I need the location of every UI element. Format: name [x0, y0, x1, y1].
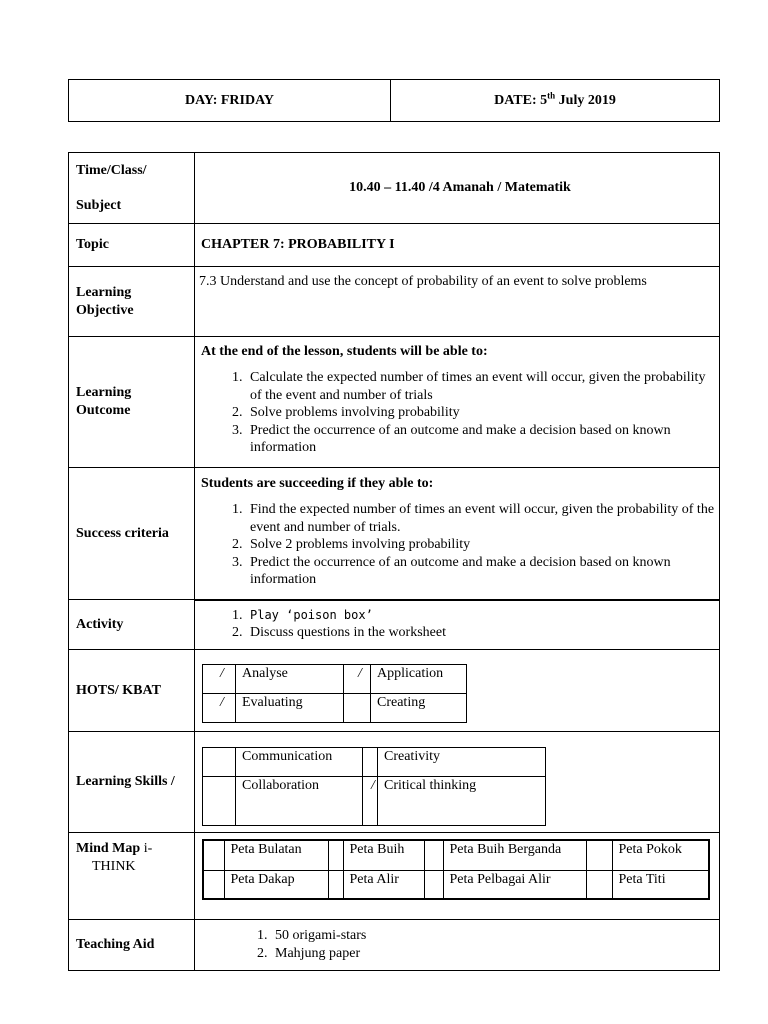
mindmap-check: [328, 840, 343, 870]
table-row: [69, 337, 720, 468]
mindmap-check: [424, 870, 443, 899]
table-row: [69, 920, 720, 971]
mindmap-cell: Peta Alir: [343, 870, 424, 899]
topic-value: CHAPTER 7: PROBABILITY I: [195, 224, 720, 267]
table-row: [203, 840, 709, 870]
check-mark: /: [203, 694, 236, 723]
list-item: 2. Solve 2 problems involving probability: [246, 536, 719, 554]
success-intro: Students are succeeding if they able to:: [201, 476, 434, 491]
outcome-label: Learning Outcome: [69, 337, 195, 468]
activity-value: [195, 600, 720, 650]
table-row: [69, 267, 720, 337]
mindmap-check: [586, 870, 612, 899]
table-row: [69, 833, 720, 920]
aid-list: [201, 927, 719, 962]
check-mark: [363, 748, 378, 777]
hots-value: [195, 650, 720, 732]
mindmap-check: [203, 840, 224, 870]
table-row: [69, 600, 720, 650]
list-item: 1. 50 origami-stars: [271, 927, 719, 945]
list-item: 3. Predict the occurrence of an outcome and make a decision based on known information: [246, 422, 719, 457]
skills-cell: Creativity: [378, 748, 546, 777]
mindmap-cell: Peta Bulatan: [224, 840, 328, 870]
list-item: 3. Predict the occurrence of an outcome and make a decision based on known information: [246, 554, 719, 589]
mindmap-cell: Peta Titi: [612, 870, 709, 899]
activity-list: [201, 607, 719, 642]
lesson-plan-table: [68, 152, 720, 971]
mindmap-cell: Peta Dakap: [224, 870, 328, 899]
mindmap-check: [203, 870, 224, 899]
mindmap-label: Mind Map i- THINK: [69, 833, 195, 920]
list-item: 2. Mahjung paper: [271, 945, 719, 963]
objective-value: 7.3 Understand and use the concept of probability of an event to solve problems: [195, 267, 720, 337]
check-mark: [344, 694, 371, 723]
check-mark: /: [363, 777, 378, 826]
hots-cell: Application: [371, 665, 467, 694]
hots-cell: Creating: [371, 694, 467, 723]
skills-table: [202, 747, 546, 826]
table-row: [203, 777, 546, 826]
aid-label: Teaching Aid: [69, 920, 195, 971]
hots-table: [202, 664, 467, 723]
outcome-intro: At the end of the lesson, students will be able to:: [201, 344, 488, 359]
objective-label: Learning Objective: [69, 267, 195, 337]
table-row: [69, 732, 720, 833]
day-text: DAY: FRIDAY: [184, 92, 275, 108]
table-row: [69, 224, 720, 267]
skills-cell: Critical thinking: [378, 777, 546, 826]
success-value: [195, 468, 720, 600]
skills-cell: Communication: [236, 748, 363, 777]
skills-value: [195, 732, 720, 833]
outcome-value: [195, 337, 720, 468]
list-item: 1. Find the expected number of times an event will occur, given the probability of the event and number of trials.: [246, 501, 719, 536]
time-label: Time/Class/ Subject: [69, 153, 195, 224]
topic-label: Topic: [69, 224, 195, 267]
header-box: [68, 79, 720, 122]
check-mark: [203, 777, 236, 826]
mindmap-cell: Peta Pokok: [612, 840, 709, 870]
check-mark: /: [203, 665, 236, 694]
mindmap-check: [328, 870, 343, 899]
table-row: [203, 870, 709, 899]
skills-label: Learning Skills /: [69, 732, 195, 833]
mindmap-table: [202, 839, 710, 900]
hots-cell: Analyse: [236, 665, 344, 694]
mindmap-cell: Peta Buih Berganda: [443, 840, 586, 870]
mindmap-cell: Peta Buih: [343, 840, 424, 870]
mindmap-check: [424, 840, 443, 870]
aid-value: [195, 920, 720, 971]
check-mark: [203, 748, 236, 777]
hots-cell: Evaluating: [236, 694, 344, 723]
outcome-list: [201, 369, 719, 457]
success-label: Success criteria: [69, 468, 195, 600]
mindmap-check: [586, 840, 612, 870]
activity-label: Activity: [69, 600, 195, 650]
table-row: [203, 665, 467, 694]
date-text: DATE: 5th July 2019: [494, 89, 616, 108]
check-mark: /: [344, 665, 371, 694]
table-row: [203, 748, 546, 777]
skills-cell: Collaboration: [236, 777, 363, 826]
time-value: 10.40 – 11.40 /4 Amanah / Matematik: [195, 153, 720, 224]
mindmap-cell: Peta Pelbagai Alir: [443, 870, 586, 899]
date-cell: [391, 80, 719, 121]
table-row: [69, 468, 720, 600]
success-list: [201, 501, 719, 589]
list-item: 1. Play ‘poison box’: [246, 607, 719, 625]
mindmap-value: [195, 833, 720, 920]
table-row: [69, 650, 720, 732]
table-row: [203, 694, 467, 723]
day-cell: [69, 80, 391, 121]
list-item: 2. Solve problems involving probability: [246, 404, 719, 422]
table-row: [69, 153, 720, 224]
list-item: 2. Discuss questions in the worksheet: [246, 624, 719, 642]
list-item: 1. Calculate the expected number of times an event will occur, given the probability of the event and number of trials: [246, 369, 719, 404]
hots-label: HOTS/ KBAT: [69, 650, 195, 732]
